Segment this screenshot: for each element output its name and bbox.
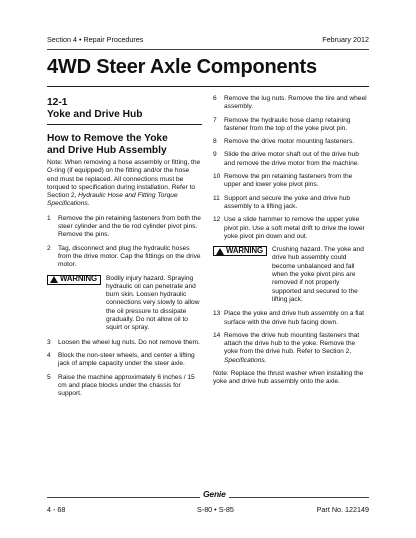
warning-badge bbox=[47, 275, 101, 285]
step-number: 14 bbox=[213, 331, 221, 339]
step-text: Use a slide hammer to remove the upper yoke pivot pin. Use a soft metal drift to drive the lower yoke pivot pin down and out. bbox=[224, 216, 365, 240]
step-11 bbox=[213, 195, 369, 212]
step-5 bbox=[47, 374, 202, 399]
hose-note-ref: Hydraulic Hose and Fitting Torque Specifications. bbox=[47, 192, 178, 208]
page-header bbox=[47, 35, 369, 47]
step-number: 4 bbox=[47, 351, 51, 359]
step-1 bbox=[47, 215, 202, 240]
part-number: Part No. 122149 bbox=[316, 505, 369, 514]
hose-note-text: Note: When removing a hose assembly or fitting, the O-ring (if equipped) on the fitting and/or the hose end must be replaced. All connections must be torqued to specification during installation. Refer to Section 2, bbox=[47, 159, 201, 200]
step-number: 1 bbox=[47, 214, 51, 222]
step-8 bbox=[213, 138, 369, 146]
step-text: Remove the drive motor mounting fasteners. bbox=[224, 138, 355, 146]
step-number: 9 bbox=[213, 151, 217, 159]
warning-badge bbox=[213, 246, 267, 256]
step-number: 5 bbox=[47, 373, 51, 381]
warning-block-crushing bbox=[213, 246, 369, 304]
step-number: 6 bbox=[213, 95, 217, 102]
step-number: 7 bbox=[213, 116, 217, 124]
warning-block-hydraulic bbox=[47, 275, 202, 333]
step-number: 11 bbox=[213, 194, 220, 202]
step-14 bbox=[213, 332, 369, 365]
genie-logo: Genie bbox=[200, 489, 229, 499]
procedure-title-line2: and Drive Hub Assembly bbox=[47, 144, 167, 156]
step-text: Slide the drive motor shaft out of the drive hub and remove the drive motor from the machine. bbox=[224, 151, 360, 167]
procedure-title bbox=[47, 133, 202, 156]
step-number: 2 bbox=[47, 244, 51, 252]
header-rule bbox=[47, 49, 369, 50]
section-name: Yoke and Drive Hub bbox=[47, 108, 143, 120]
step-14-text: Remove the drive hub mounting fasteners that attach the drive hub to the yoke. Remove the yoke from the drive hub. Refer to Section 2, bbox=[224, 331, 360, 356]
step-7 bbox=[213, 117, 369, 134]
page-number: 4 - 68 bbox=[47, 505, 66, 514]
step-text: Remove the hydraulic hose clamp retaining fastener from the top of the yoke pivot pin. bbox=[224, 116, 351, 132]
right-column bbox=[213, 95, 369, 393]
step-12 bbox=[213, 216, 369, 241]
step-9 bbox=[213, 151, 369, 168]
step-13 bbox=[213, 310, 369, 327]
step-text: Remove the pin retaining fasteners from the upper and lower yoke pivot pins. bbox=[224, 173, 353, 189]
step-2 bbox=[47, 245, 202, 270]
warning-text: Crushing hazard. The yoke and drive hub assembly could become unbalanced and fall when the yoke pivot pins are removed if not properly supported and secured to the lifting jack. bbox=[272, 246, 364, 303]
step-text bbox=[224, 332, 369, 365]
warning-triangle-icon bbox=[216, 248, 224, 255]
step-4 bbox=[47, 352, 202, 369]
header-section: Section 4 • Repair Procedures bbox=[47, 35, 144, 44]
warning-text: Bodily injury hazard. Spraying hydraulic oil can penetrate and burn skin. Loosen hydraulic connections very slowly to allow the oil pressure to dissipate gradually. Do not allow oil to squirt or spray. bbox=[106, 274, 200, 332]
warning-triangle-icon bbox=[50, 276, 58, 283]
step-3 bbox=[47, 339, 202, 347]
step-number: 10 bbox=[213, 173, 221, 181]
model-numbers: S-80 • S-85 bbox=[197, 505, 234, 514]
step-text: Loosen the wheel lug nuts. Do not remove them. bbox=[58, 338, 200, 346]
title-rule bbox=[47, 86, 369, 87]
step-text: Tag, disconnect and plug the hydraulic hoses from the drive motor. Cap the fittings on the drive motor. bbox=[58, 244, 201, 269]
step-number: 12 bbox=[213, 216, 221, 224]
header-date: February 2012 bbox=[322, 35, 369, 44]
section-rule bbox=[47, 124, 202, 125]
step-number: 8 bbox=[213, 138, 217, 146]
procedure-title-line1: How to Remove the Yoke bbox=[47, 133, 168, 144]
section-number: 12-1 bbox=[47, 97, 68, 108]
step-number: 3 bbox=[47, 338, 51, 346]
step-6 bbox=[213, 95, 369, 112]
warning-label: WARNING bbox=[60, 274, 97, 284]
hose-note bbox=[47, 159, 202, 209]
step-text: Remove the lug nuts. Remove the tire and wheel assembly. bbox=[224, 95, 367, 111]
warning-label: WARNING bbox=[226, 246, 263, 256]
page-title: 4WD Steer Axle Components bbox=[47, 56, 317, 78]
step-number: 13 bbox=[213, 310, 221, 318]
thrust-washer-note: Note: Replace the thrust washer when installing the yoke and drive hub assembly onto the axle. bbox=[213, 370, 364, 386]
step-10 bbox=[213, 173, 369, 190]
step-text: Raise the machine approximately 6 inches / 15 cm and place blocks under the chassis for support. bbox=[58, 373, 195, 398]
step-text: Block the non-steer wheels, and center a lifting jack of ample capacity under the steer axle. bbox=[58, 351, 195, 368]
step-text: Place the yoke and drive hub assembly on a flat surface with the drive hub facing down. bbox=[224, 310, 365, 326]
step-text: Support and secure the yoke and drive hub assembly to a lifting jack. bbox=[224, 194, 351, 210]
step-text: Remove the pin retaining fasteners from both the steer cylinder and the tie rod cylinder pivot pins. Remove the pins. bbox=[58, 214, 201, 239]
step-14-ref: Specifications. bbox=[224, 356, 267, 364]
left-column bbox=[47, 95, 202, 403]
